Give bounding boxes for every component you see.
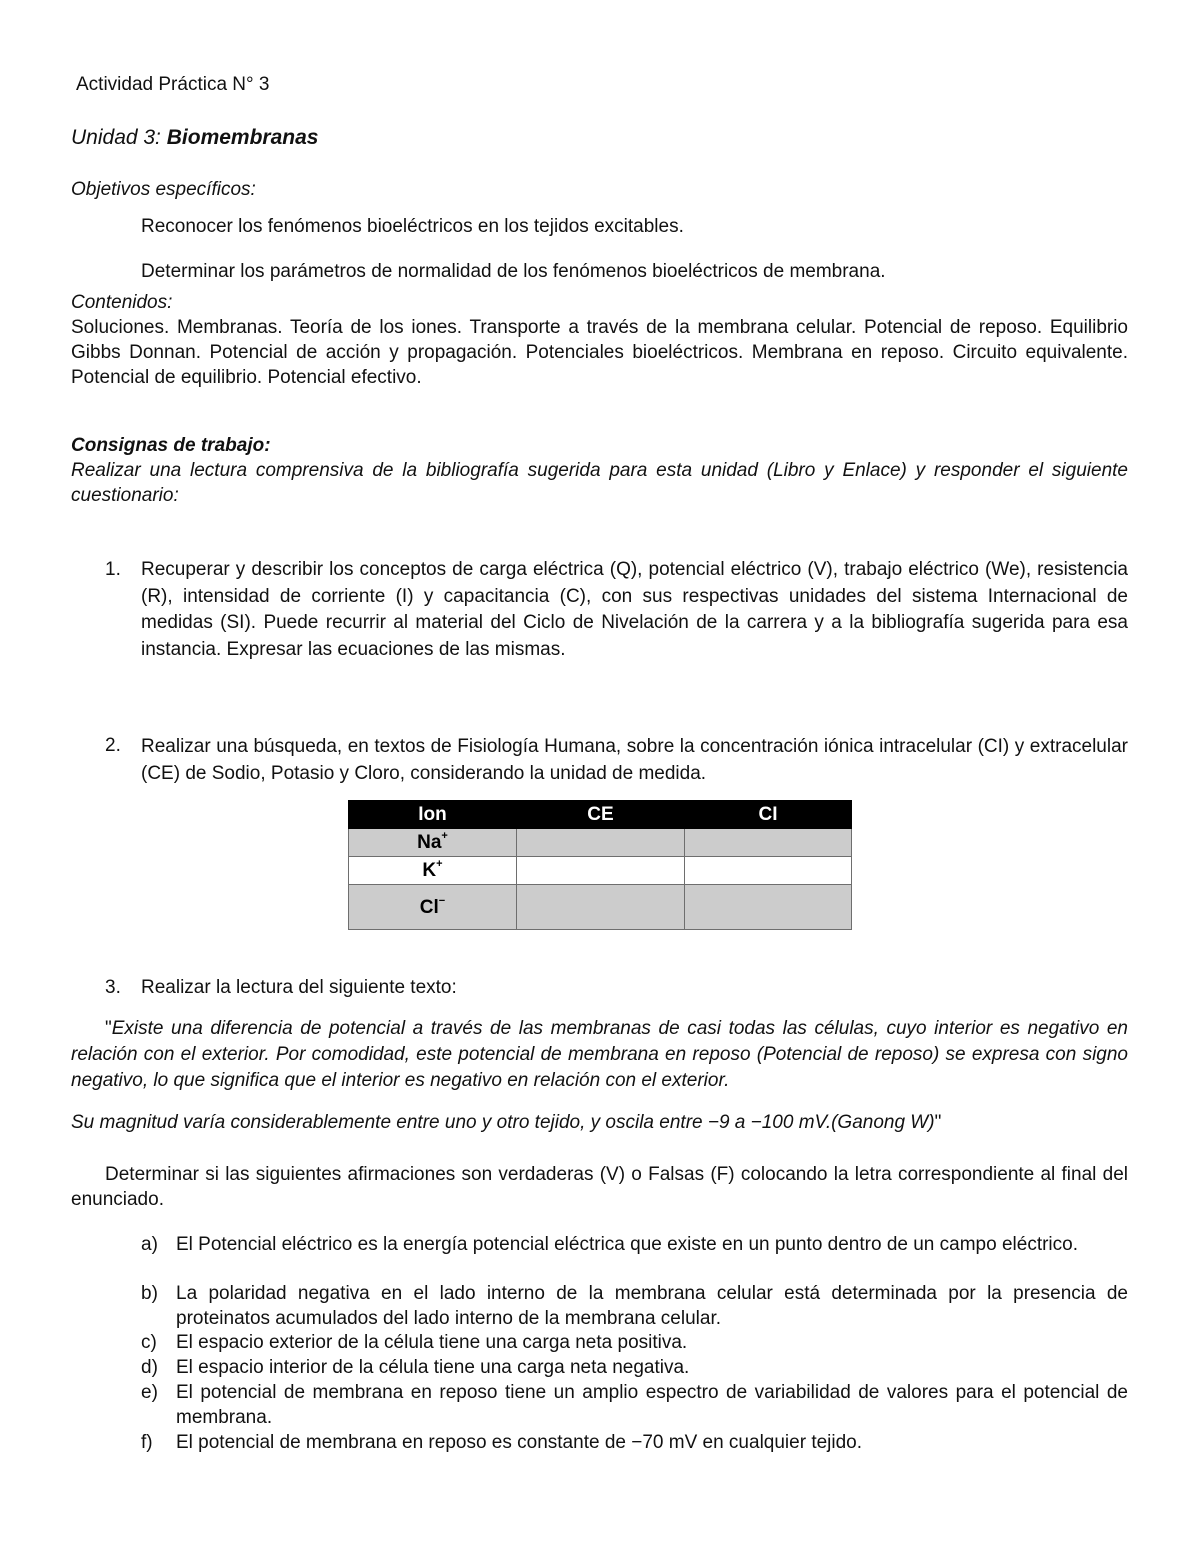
ion-cell xyxy=(349,885,517,930)
instructions-title: Consignas de trabajo: xyxy=(71,435,271,456)
tf-statement: El potencial de membrana en reposo es constante de −70 mV en cualquier tejido. xyxy=(176,1432,863,1453)
table-row xyxy=(349,829,852,857)
instructions-text: Realizar una lectura comprensiva de la bibliografía sugerida para esta unidad (Libro y Enlace) y responder el siguiente cuestionario: xyxy=(71,460,1128,506)
quote-paragraph xyxy=(71,1016,1128,1094)
objectives-label: Objetivos específicos: xyxy=(71,179,256,200)
quote-paragraph xyxy=(71,1110,1128,1135)
tf-statement: El espacio interior de la célula tiene una carga neta negativa. xyxy=(176,1357,690,1378)
activity-title: Actividad Práctica N° 3 xyxy=(76,74,270,95)
ion-cell xyxy=(349,829,517,857)
header-ce: CE xyxy=(517,801,685,829)
tf-statement: El espacio exterior de la célula tiene una carga neta positiva. xyxy=(176,1332,688,1353)
table-row xyxy=(349,885,852,930)
header-ion: Ion xyxy=(349,801,517,829)
question-number: 1. xyxy=(105,559,121,580)
tf-letter: a) xyxy=(141,1234,158,1255)
tf-instruction: Determinar si las siguientes afirmaciones son verdaderas (V) o Falsas (F) colocando la letra correspondiente al final del enunciado. xyxy=(71,1164,1128,1210)
contents-text: Soluciones. Membranas. Teoría de los iones. Transporte a través de la membrana celular. Potencial de reposo. Equilibrio Gibbs Donnan. Potencial de acción y propagación. Potenciales bioeléctricos. Membrana en reposo. Circuito equivalente. Potencial de equilibrio. Potencial efectivo. xyxy=(71,317,1128,388)
ce-cell[interactable] xyxy=(517,857,685,885)
unit-name: Biomembranas xyxy=(166,126,319,149)
question-number: 3. xyxy=(105,977,121,998)
table-row xyxy=(349,857,852,885)
ion-charge: + xyxy=(436,858,443,870)
ci-cell[interactable] xyxy=(685,829,852,857)
ce-cell[interactable] xyxy=(517,885,685,930)
quote-close-mark: " xyxy=(934,1112,942,1133)
ce-cell[interactable] xyxy=(517,829,685,857)
ion-cell xyxy=(349,857,517,885)
tf-letter: f) xyxy=(141,1432,153,1453)
tf-letter: c) xyxy=(141,1332,157,1353)
objective-item: Determinar los parámetros de normalidad de los fenómenos bioeléctricos de membrana. xyxy=(141,261,886,282)
question-number: 2. xyxy=(105,735,121,756)
ion-table xyxy=(348,800,852,930)
tf-statement: El potencial de membrana en reposo tiene un amplio espectro de variabilidad de valores para el potencial de membrana. xyxy=(176,1382,1128,1428)
tf-letter: e) xyxy=(141,1382,158,1403)
contents-label: Contenidos: xyxy=(71,292,173,313)
quote-open-mark: " xyxy=(105,1018,112,1039)
ion-symbol: K xyxy=(422,860,437,881)
quote-text: Existe una diferencia de potencial a través de las membranas de casi todas las células, cuyo interior es negativo en relación con el exterior. Por comodidad, este potencial de membrana en reposo (Potencial de reposo) se expresa con signo negativo, lo que significa que el interior es negativo en relación con el exterior. xyxy=(71,1018,1128,1091)
ion-symbol: Cl xyxy=(419,896,439,918)
ci-cell[interactable] xyxy=(685,885,852,930)
question-text: Recuperar y describir los conceptos de carga eléctrica (Q), potencial eléctrico (V), trabajo eléctrico (We), resistencia (R), intensidad de corriente (I) y capacitancia (C), con sus respectivas unidades del sistema Internacional de medidas (SI). Puede recurrir al material del Ciclo de Nivelación de la carrera y a la bibliografía sugerida para esa instancia. Expresar las ecuaciones de las mismas. xyxy=(141,559,1128,660)
unit-prefix: Unidad 3: xyxy=(71,126,161,149)
tf-statement: El Potencial eléctrico es la energía potencial eléctrica que existe en un punto dentro de un campo eléctrico. xyxy=(176,1234,1078,1255)
objective-item: Reconocer los fenómenos bioeléctricos en los tejidos excitables. xyxy=(141,216,684,237)
unit-heading xyxy=(71,124,871,152)
ion-symbol: Na xyxy=(417,832,442,853)
table-header-row xyxy=(349,801,852,829)
tf-letter: d) xyxy=(141,1357,158,1378)
ci-cell[interactable] xyxy=(685,857,852,885)
tf-statement: La polaridad negativa en el lado interno de la membrana celular está determinada por la presencia de proteinatos acumulados del lado interno de la membrana celular. xyxy=(176,1283,1128,1329)
question-text: Realizar la lectura del siguiente texto: xyxy=(141,977,457,998)
tf-letter: b) xyxy=(141,1283,158,1304)
question-text: Realizar una búsqueda, en textos de Fisiología Humana, sobre la concentración iónica intracelular (CI) y extracelular (CE) de Sodio, Potasio y Cloro, considerando la unidad de medida. xyxy=(141,736,1128,784)
ion-charge: + xyxy=(441,830,448,842)
quote-text: Su magnitud varía considerablemente entre uno y otro tejido, y oscila entre −9 a −100 mV.(Ganong W) xyxy=(71,1112,935,1133)
header-ci: CI xyxy=(685,801,852,829)
ion-charge: − xyxy=(438,894,446,907)
